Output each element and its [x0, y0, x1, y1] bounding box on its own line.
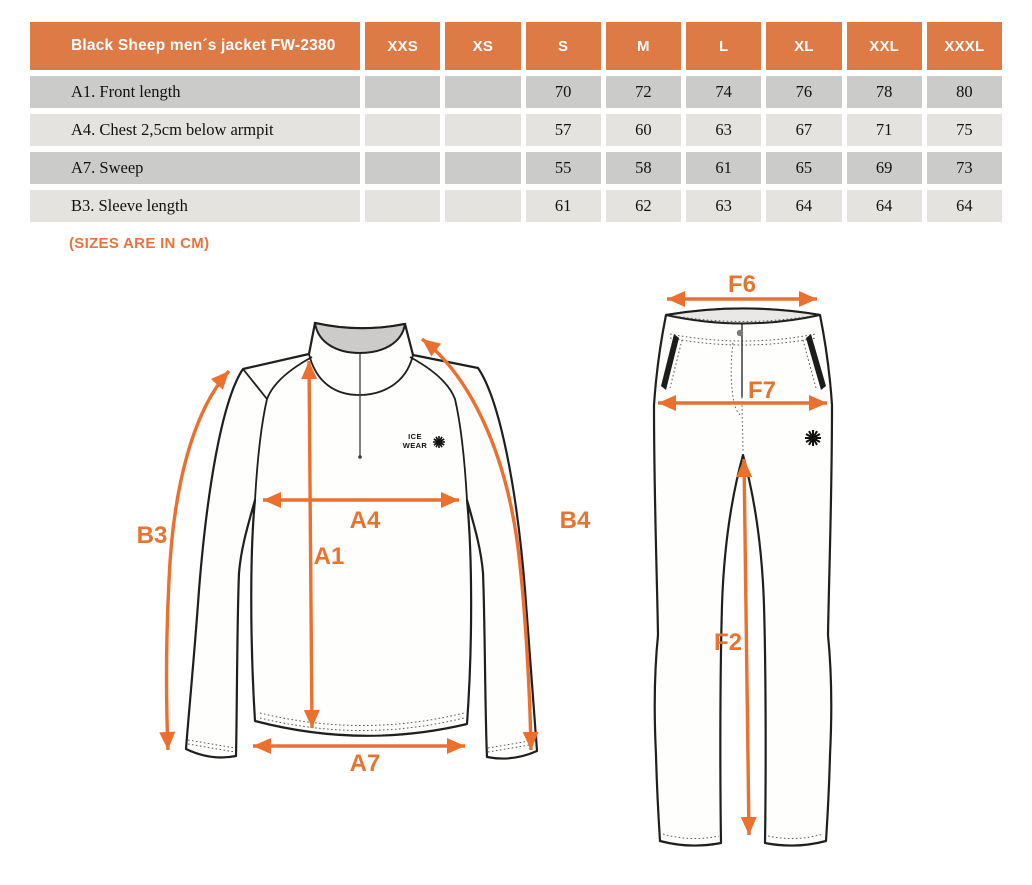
- cell-value: [365, 114, 440, 146]
- cell-value: 64: [927, 190, 1002, 222]
- jacket-outline: [186, 323, 537, 759]
- cell-value: 74: [686, 76, 761, 108]
- arrow-f2: [744, 459, 749, 835]
- cell-value: [365, 76, 440, 108]
- label-a7: A7: [349, 750, 381, 777]
- logo-text-ice: ICE: [408, 432, 422, 441]
- cell-value: 65: [766, 152, 841, 184]
- cell-value: 78: [847, 76, 922, 108]
- size-col-xxl: XXL: [847, 22, 922, 70]
- table-row-chest: [30, 114, 1002, 146]
- label-f6: F6: [727, 275, 757, 298]
- cell-value: 63: [686, 114, 761, 146]
- cell-value: 73: [927, 152, 1002, 184]
- cell-value: [445, 152, 520, 184]
- cell-value: 58: [606, 152, 681, 184]
- cell-value: 72: [606, 76, 681, 108]
- cell-value: 70: [526, 76, 601, 108]
- label-a4: A4: [349, 507, 381, 534]
- cell-value: 67: [766, 114, 841, 146]
- cell-value: [365, 190, 440, 222]
- label-f7: F7: [747, 377, 777, 404]
- row-label: B3. Sleeve length: [30, 190, 360, 222]
- size-table-header: [30, 22, 1002, 70]
- cell-value: 60: [606, 114, 681, 146]
- cell-value: 69: [847, 152, 922, 184]
- cell-value: [445, 190, 520, 222]
- size-col-l: L: [686, 22, 761, 70]
- cell-value: [445, 114, 520, 146]
- table-row-sleeve-length: [30, 190, 1002, 222]
- logo-text-wear: WEAR: [402, 441, 428, 450]
- label-b4: B4: [559, 507, 591, 534]
- cell-value: 63: [686, 190, 761, 222]
- row-label: A4. Chest 2,5cm below armpit: [30, 114, 360, 146]
- cell-value: 75: [927, 114, 1002, 146]
- cell-value: 76: [766, 76, 841, 108]
- cell-value: 61: [686, 152, 761, 184]
- cell-value: 62: [606, 190, 681, 222]
- table-row-front-length: [30, 76, 1002, 108]
- units-note: (SIZES ARE IN CM): [69, 235, 210, 252]
- pants-outline: [654, 309, 832, 846]
- label-a1: A1: [313, 543, 345, 570]
- zipper-pull: [358, 455, 362, 459]
- size-col-xxxl: XXXL: [927, 22, 1002, 70]
- waist-button: [737, 330, 743, 336]
- cell-value: 55: [526, 152, 601, 184]
- size-col-xs: XS: [445, 22, 520, 70]
- cell-value: 71: [847, 114, 922, 146]
- jacket-diagram: [110, 290, 610, 880]
- cell-value: 64: [847, 190, 922, 222]
- table-row-sweep: [30, 152, 1002, 184]
- size-col-xxs: XXS: [365, 22, 440, 70]
- label-f2: F2: [713, 629, 742, 656]
- label-b3: B3: [136, 522, 168, 549]
- row-label: A1. Front length: [30, 76, 360, 108]
- size-col-s: S: [526, 22, 601, 70]
- cell-value: 64: [766, 190, 841, 222]
- size-table: [30, 22, 1002, 222]
- cell-value: 80: [927, 76, 1002, 108]
- pants-diagram: [630, 275, 860, 875]
- cell-value: 57: [526, 114, 601, 146]
- table-title: Black Sheep men´s jacket FW-2380: [30, 22, 360, 70]
- row-label: A7. Sweep: [30, 152, 360, 184]
- cell-value: [445, 76, 520, 108]
- cell-value: [365, 152, 440, 184]
- cell-value: 61: [526, 190, 601, 222]
- size-col-xl: XL: [766, 22, 841, 70]
- size-col-m: M: [606, 22, 681, 70]
